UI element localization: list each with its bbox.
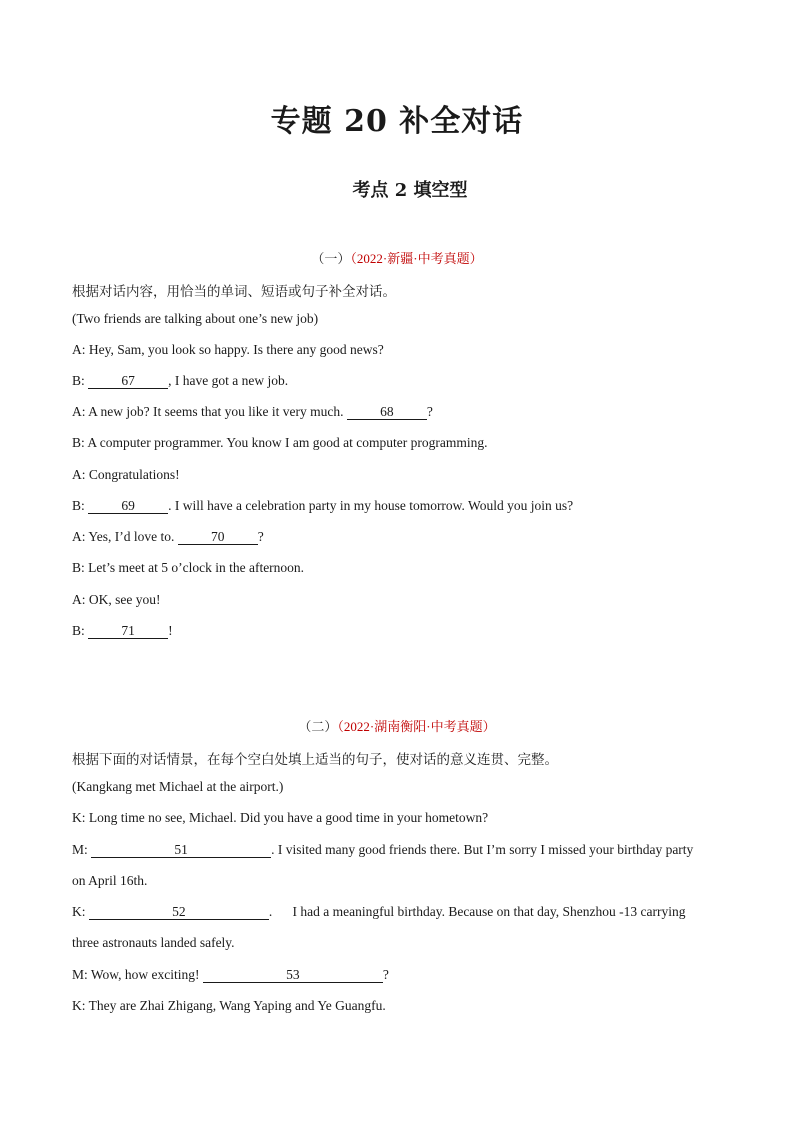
- answer-blank-51[interactable]: 51: [91, 843, 271, 858]
- dialogue-line: B: A computer programmer. You know I am good at computer programming.: [72, 435, 488, 450]
- section-2-heading: [0, 716, 794, 735]
- answer-blank-71[interactable]: 71: [88, 624, 168, 639]
- dialogue-line: M: Wow, how exciting! 53 ?: [72, 967, 389, 982]
- section-2-number: （二）: [298, 719, 338, 734]
- dialogue-line: K: They are Zhai Zhigang, Wang Yaping and Ye Guangfu.: [72, 998, 386, 1013]
- dialogue-line: B: 69 . I will have a celebration party in my house tomorrow. Would you join us?: [72, 498, 574, 513]
- section-2-instruction: 根据下面的对话情景，在每个空白处填上适当的句子，使对话的意义连贯、完整。: [72, 752, 558, 767]
- section-2-source: （2022·湖南衡阳·中考真题）: [337, 719, 496, 734]
- dialogue-line: on April 16th.: [72, 873, 148, 888]
- subtitle: 考点 2 填空型: [352, 180, 468, 201]
- dialogue-line: K: Long time no see, Michael. Did you have a good time in your hometown?: [72, 810, 489, 825]
- answer-blank-53[interactable]: 53: [203, 968, 383, 983]
- dialogue-line: B: Let’s meet at 5 o’clock in the afternoon.: [72, 560, 305, 575]
- section-1-source: （2022·新疆·中考真题）: [350, 251, 483, 266]
- answer-blank-52[interactable]: 52: [89, 905, 269, 920]
- section-1-instruction: 根据对话内容，用恰当的单词、短语或句子补全对话。: [72, 284, 396, 299]
- dialogue-line: B: 71 !: [72, 623, 173, 638]
- dialogue-line: A: Hey, Sam, you look so happy. Is there any good news?: [72, 342, 384, 357]
- answer-blank-68[interactable]: 68: [347, 405, 427, 420]
- dialogue-line: B: 67 , I have got a new job.: [72, 373, 289, 388]
- dialogue-line: A: OK, see you!: [72, 592, 161, 607]
- answer-blank-69[interactable]: 69: [88, 499, 168, 514]
- page-title: 专题 20 补全对话: [270, 104, 524, 139]
- dialogue-line: M: 51 . I visited many good friends there. But I’m sorry I missed your birthday party: [72, 842, 694, 857]
- section-1-number: （一）: [311, 251, 351, 266]
- section-1-heading: [0, 248, 794, 267]
- answer-blank-67[interactable]: 67: [88, 374, 168, 389]
- section-1-context: (Two friends are talking about one’s new job): [72, 311, 319, 326]
- dialogue-line: A: Congratulations!: [72, 467, 180, 482]
- answer-blank-70[interactable]: 70: [178, 530, 258, 545]
- dialogue-line: K: 52 . I had a meaningful birthday. Because on that day, Shenzhou -13 carrying: [72, 904, 686, 919]
- section-2-context: (Kangkang met Michael at the airport.): [72, 779, 284, 794]
- dialogue-line: A: A new job? It seems that you like it very much. 68 ?: [72, 404, 433, 419]
- dialogue-line: three astronauts landed safely.: [72, 935, 235, 950]
- dialogue-line: A: Yes, I’d love to. 70 ?: [72, 529, 264, 544]
